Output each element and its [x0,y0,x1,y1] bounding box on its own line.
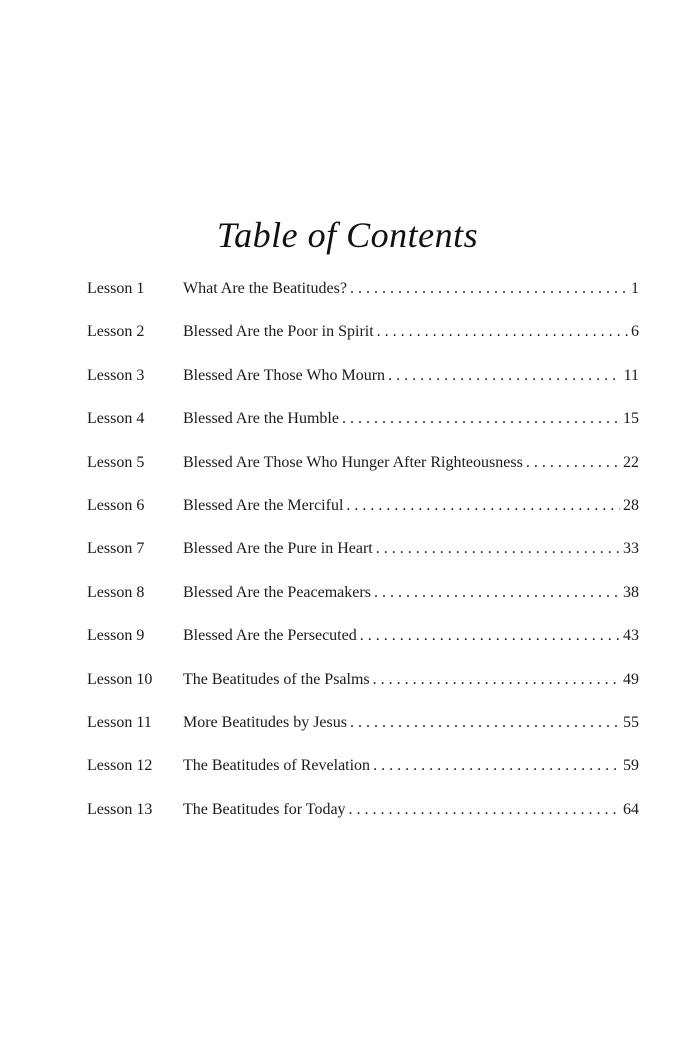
toc-entry-line [183,627,639,645]
toc-entry-line [183,757,639,775]
toc-entry [87,627,639,670]
lesson-number: Lesson 13 [87,800,153,818]
dot-leader [388,367,621,385]
dot-leader [350,280,628,298]
dot-leader [376,540,620,558]
dot-leader [342,410,620,428]
dot-leader [350,714,620,732]
lesson-title: Blessed Are the Humble [183,410,339,428]
toc-entry [87,454,639,497]
lesson-number: Lesson 3 [87,366,145,384]
toc-entry-line [183,801,639,819]
toc-entry [87,714,639,757]
toc-entry-line [183,280,639,298]
lesson-number: Lesson 12 [87,757,153,775]
page-number: 38 [623,583,639,601]
lesson-title: The Beatitudes of Revelation [183,757,371,775]
dot-leader [373,671,620,689]
toc-entry-line [183,410,639,428]
lesson-title: Blessed Are the Merciful [183,496,344,514]
toc-entry [87,801,639,844]
page-number: 33 [623,540,639,558]
toc-entry [87,323,639,366]
page-number: 6 [631,323,639,341]
toc-entry [87,584,639,627]
toc-entry-line [183,540,639,558]
lesson-number: Lesson 5 [87,453,145,471]
table-of-contents [87,280,639,844]
page-number: 1 [631,280,639,297]
lesson-title: The Beatitudes of the Psalms [183,670,370,688]
toc-entry [87,497,639,540]
toc-entry [87,757,639,800]
dot-leader [349,801,620,819]
lesson-number: Lesson 8 [87,583,145,601]
lesson-title: Blessed Are the Persecuted [183,627,357,645]
page-number: 22 [623,453,639,471]
lesson-number: Lesson 1 [87,280,145,297]
page-number: 43 [623,627,639,645]
lesson-title: Blessed Are the Peacemakers [183,583,371,601]
page-number: 49 [623,670,639,688]
toc-entry [87,410,639,453]
lesson-title: More Beatitudes by Jesus [183,713,347,731]
page-title: Table of Contents [216,215,479,255]
toc-entry [87,280,639,323]
page-number: 64 [623,800,639,818]
lesson-title: Blessed Are Those Who Mourn [183,366,386,384]
toc-entry [87,671,639,714]
dot-leader [377,323,628,341]
toc-entry-line [183,671,639,689]
dot-leader [526,454,620,472]
toc-entry-line [183,714,639,732]
toc-entry-line [183,454,639,472]
page-number: 11 [623,366,639,384]
dot-leader [373,757,620,775]
toc-entry [87,540,639,583]
lesson-title: Blessed Are the Pure in Heart [183,540,373,558]
toc-entry-line [183,584,639,602]
page-number: 59 [623,757,639,775]
dot-leader [360,627,620,645]
lesson-title: The Beatitudes for Today [183,800,346,818]
lesson-number: Lesson 6 [87,496,145,514]
toc-entry-line [183,367,639,385]
toc-entry-line [183,497,639,515]
dot-leader [374,584,620,602]
lesson-number: Lesson 10 [87,670,153,688]
page-number: 28 [623,496,639,514]
lesson-title: Blessed Are Those Who Hunger After Righteousness [183,453,523,471]
lesson-title: What Are the Beatitudes? [183,280,347,297]
lesson-title: Blessed Are the Poor in Spirit [183,323,374,341]
lesson-number: Lesson 2 [87,323,145,341]
lesson-number: Lesson 11 [87,713,152,731]
lesson-number: Lesson 9 [87,627,145,645]
page-number: 55 [623,713,639,731]
toc-entry-line [183,323,639,341]
lesson-number: Lesson 7 [87,540,145,558]
toc-entry [87,367,639,410]
page-number: 15 [623,410,639,428]
dot-leader [346,497,620,515]
lesson-number: Lesson 4 [87,410,145,428]
